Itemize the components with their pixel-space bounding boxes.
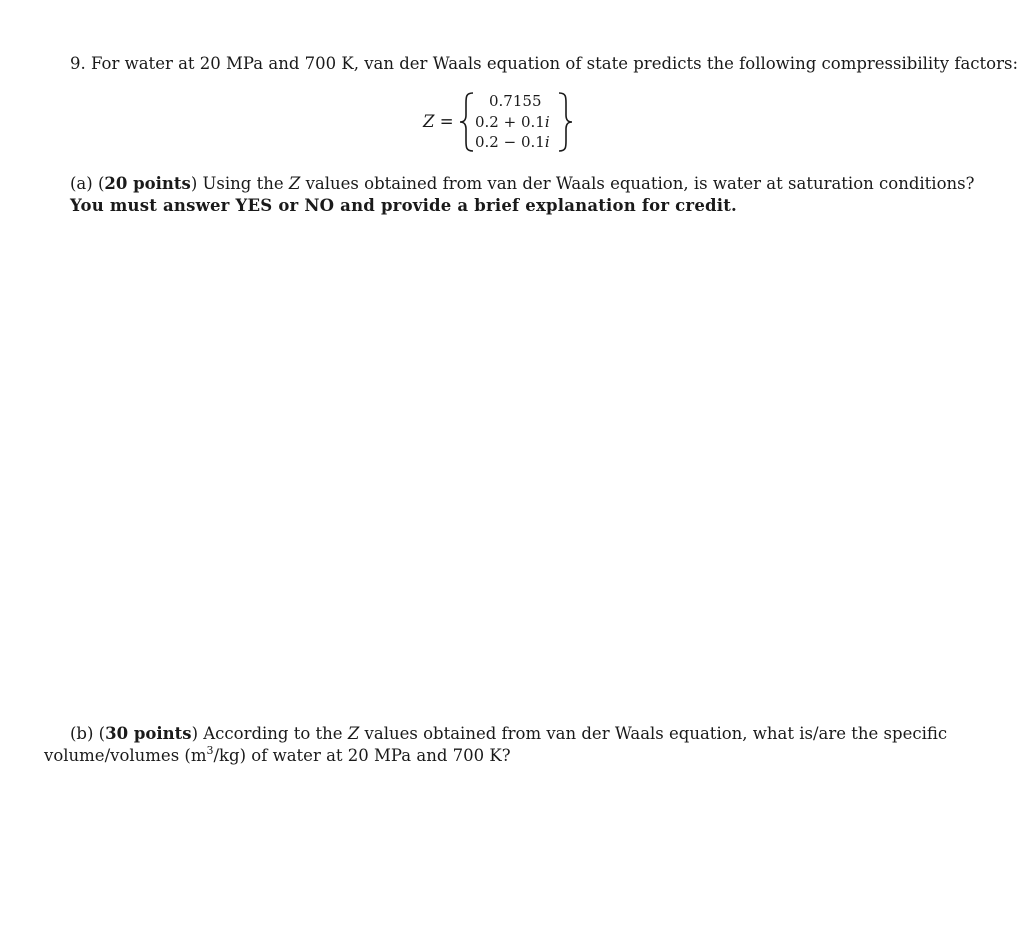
equation-equals-sign: = xyxy=(434,112,454,131)
part-a-instruction: You must answer YES or NO and provide a brief explanation for credit. xyxy=(70,196,737,215)
right-curly-brace xyxy=(559,93,572,151)
question-9-text: 9. For water at 20 MPa and 700 K, van der Waals equation of state predicts the following compressibility factors: xyxy=(70,54,1019,73)
part-b-points: 30 points xyxy=(105,724,192,743)
equation-z-variable: Z xyxy=(423,112,435,131)
left-curly-brace xyxy=(460,93,473,151)
z-value-complex-plus: 0.2 + 0.1i xyxy=(475,113,550,131)
part-b-question-continued: volume/volumes $(m^3/kg)$ of water at 20 MPa and 700 K? xyxy=(44,744,511,765)
part-b-question: (b) (30 points) According to the Z values obtained from van der Waals equation, what is/are the specific xyxy=(70,724,948,743)
question-9-statement xyxy=(70,53,1019,75)
z-equation xyxy=(423,89,583,155)
part-a-question: (a) (20 points) Using the Z values obtained from van der Waals equation, is water at saturation conditions? xyxy=(70,174,975,193)
z-value-real: 0.7155 xyxy=(489,92,542,110)
z-value-complex-minus: 0.2 − 0.1i xyxy=(475,133,550,151)
part-a-points: 20 points xyxy=(104,174,191,193)
